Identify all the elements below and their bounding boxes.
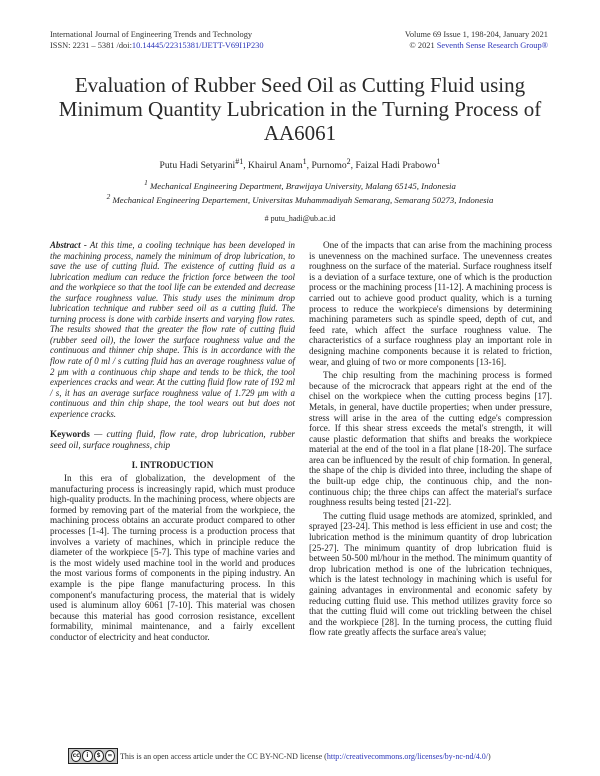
affiliations — [60, 178, 540, 205]
running-header-right — [405, 30, 548, 51]
license-text: This is an open access article under the CC BY-NC-ND license (http://creativecommons.org/licenses/by-nc-nd/4.0/) — [120, 751, 491, 761]
section-heading-introduction: I. INTRODUCTION — [131, 460, 214, 471]
paragraph: The chip resulting from the machining process is formed because of the microcrack that appears right at the end of the chisel on the workpiece when the cutting process begins [17]. Metals, in general, have ductile properties; when under pressure, stress will arise in the area of the cutting edge's compression force. If this shear stress exceeds the metal's strength, it will cause plastic deformation that shifts and breaks the workpiece material at the end of the tool in a flat plane [18-20]. The surface area can be influenced by the result of chip formation. In general, the shape of the chip is divided into three, including the shape of the built-up edge chip, the continuous chip, and the non-continuous chip; the three chips can affect the material's surface roughness results being tested [21-22]. — [309, 370, 552, 508]
paragraph: The cutting fluid usage methods are atomized, sprinkled, and sprayed [23-24]. This method is less efficient in use and cost; the lubrication method is the minimum quantity of drop lubrication [25-27]. The minimum quantity of drop lubrication fluid is between 50-500 ml/hour in the method. The minimum quantity of drop lubrication method is one of the lubrication techniques, which is the latest technology in machining which is useful for gaining advantages in environmental and economic safety by reducing cutting fluid use. This method utilizes gravity force so that the cutting fluid will come out trickling between the chisel and the workpiece [28]. In the turning process, the cutting fluid flow rate greatly affects the surface area's value; — [309, 510, 552, 638]
paper-title: Evaluation of Rubber Seed Oil as Cutting Fluid using Minimum Quantity Lubrication in the Turning Process of AA6061 — [58, 73, 542, 145]
affiliation-2: $^2$ Mechanical Engineering Departement, Universitas Muhammadiyah Semarang, Semarang 50273, Indonesia — [106, 191, 494, 205]
attribution-icon: i — [82, 750, 92, 762]
keywords-text: — cutting fluid, flow rate, drop lubrication, rubber seed oil, surface roughness, chip — [50, 429, 295, 450]
running-header-left — [50, 30, 264, 51]
keywords — [50, 429, 295, 450]
abstract — [50, 240, 295, 419]
abstract-text: At this time, a cooling technique has been developed in the machining process, namely the minimum of drop lubrication, to save the use of cutting fluid. The existence of cutting fluid as a lubrication medium can reduce the friction force between the tool and the workpiece so that the tool life can be extended and decrease the surface roughness value. This study uses the minimum drop lubrication technique and rubber seed oil as a cutting fluid. The turning process is done with carbide inserts and varying flow rates. The results showed that the greater the flow rate of cutting fluid (rubber seed oil), the lower the surface roughness value and the continuous and thinner chip shape. This is in accordance with the flow rate of 0 ml / s cutting fluid has an average roughness value of 2 μm with a continuous chip shape and tends to be thick, the tool experiences cracks and wear. At the cutting fluid flow rate of 192 ml / s, it has an average surface roughness value of 1.729 μm with a continuous and thin chip shape, the tool wears out but does not experience cracks. — [50, 240, 295, 419]
license-footer — [68, 748, 491, 764]
keywords-label: Keywords — [50, 429, 90, 440]
corresponding-email[interactable]: # putu_hadi@ub.ac.id — [264, 214, 336, 223]
affiliation-1: $^1$ Mechanical Engineering Department, Brawijaya University, Malang 65145, Indonesia — [144, 178, 456, 191]
author-name: Purnomo — [311, 160, 347, 172]
author-name: Faizal Hadi Prabowo — [355, 160, 437, 172]
paragraph: One of the impacts that can arise from the machining process is unevenness on the machined surface. The unevenness creates roughness on the surface of the material. Surface roughness itself is a deviation of a surface texture, one of which is the production process or the machining process [11-12]. A machining process is carried out to achieve good product quality, which is a turning process to reduce the workpiece's dimensions by determining machining parameters such as spindle speed, depth of cut, and feed rate, which affect the surface roughness value. The characteristics of a surface roughness play an important role in designing machine components because it is related to friction, wear, and gluing of two or more components [13-16]. — [309, 240, 552, 367]
journal-name: International Journal of Engineering Trends and Technology — [50, 30, 253, 39]
left-column — [50, 240, 295, 646]
copyright-line: © 2021 Seventh Sense Research Group® — [409, 40, 548, 50]
author-name: Khairul Anam — [248, 160, 303, 172]
noderivatives-icon: = — [105, 750, 115, 762]
paragraph: In this era of globalization, the development of the manufacturing process is increasingly rapid, which must produce high-quality products. In the machining process, where objects are formed by removing part of the material from the workpiece, the machining process obtains an accurate product compared to other processes [1-4]. The turning process is a production process that involves a variety of machines, which in principle reduce the diameter of the workpiece [5-7]. This type of machine varies and is the most widely used machine tool in the world and produces the most various forms of components in the piping industry. An example is the pipe flange manufacturing process. In this component's manufacturing process, the material that is widely used is aluminum alloy 6061 [7-10]. This material was chosen because this material has good corrosion resistance, excellent formability, minimal maintenance, and a fairly excellent conductor of electricity and heat conductor. — [50, 473, 295, 642]
cc-license-badge[interactable] — [68, 748, 118, 764]
issn-doi-line: ISSN: 2231 – 5381 /doi:10.14445/22315381/IJETT-V69I1P230 — [50, 40, 264, 50]
doi-link[interactable]: 10.14445/22315381/IJETT-V69I1P230 — [131, 40, 264, 50]
license-link[interactable]: http://creativecommons.org/licenses/by-nc-nd/4.0/ — [326, 751, 488, 761]
abstract-label: Abstract - — [50, 240, 87, 250]
volume-info: Volume 69 Issue 1, 198-204, January 2021 — [404, 30, 548, 39]
author-list: Putu Hadi Setyarini$^{\#1}$, Khairul Anam$^1$, Purnomo$^2$, Faizal Hadi Prabowo$^1$ — [159, 157, 441, 172]
right-column — [309, 240, 552, 641]
noncommercial-icon: $ — [94, 750, 104, 762]
author-name: Putu Hadi Setyarini — [159, 160, 236, 172]
publisher-link[interactable]: Seventh Sense Research Group® — [436, 40, 548, 50]
creative-commons-icon: cc — [71, 750, 81, 762]
